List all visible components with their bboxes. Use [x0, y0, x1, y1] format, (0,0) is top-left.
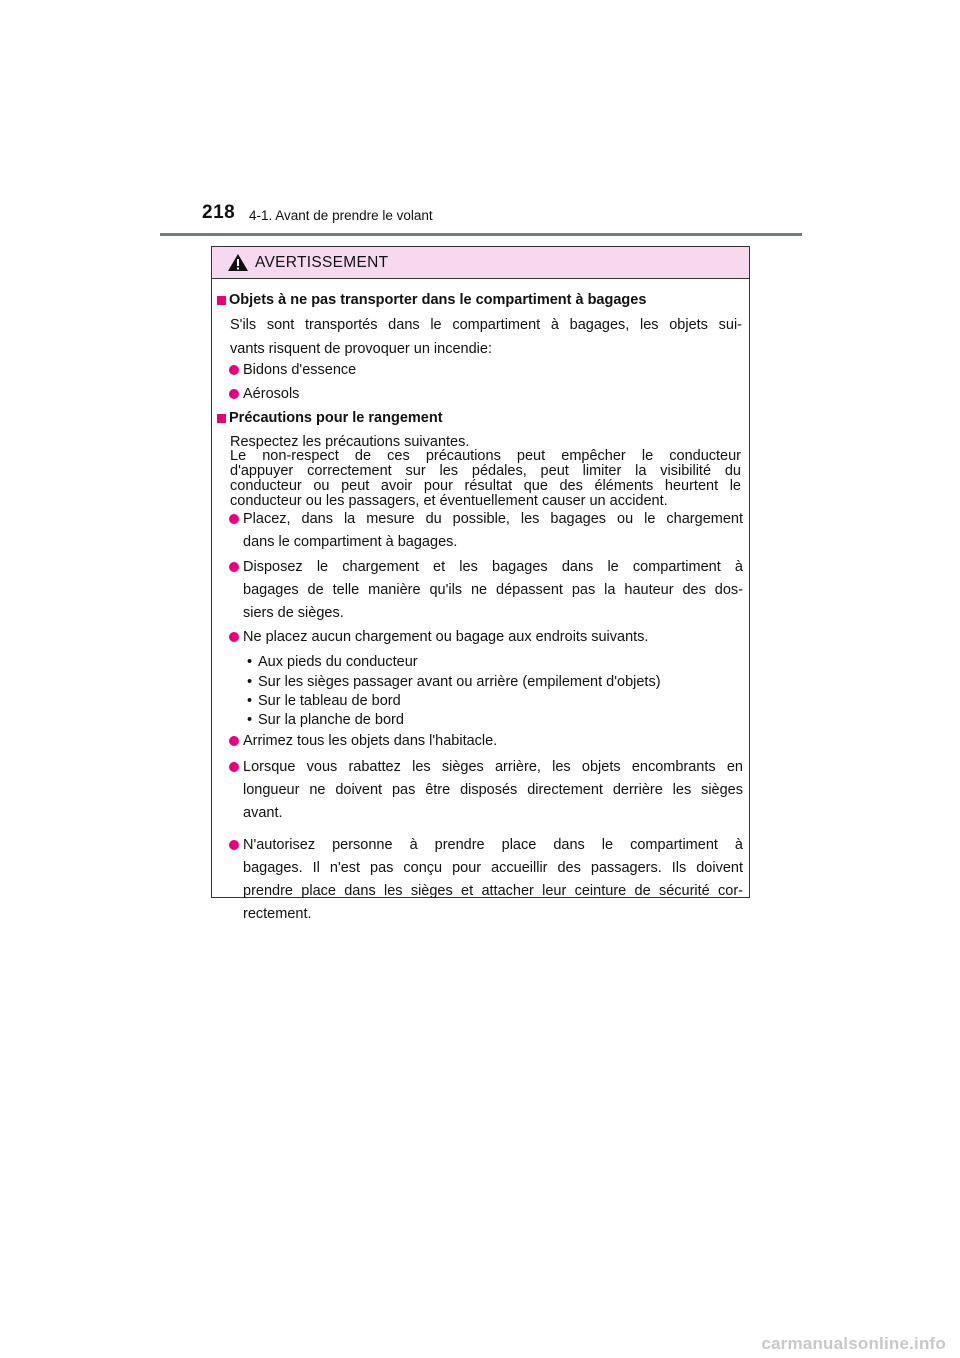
- bullet-dot: [229, 562, 239, 572]
- warning-header: [212, 247, 749, 279]
- body-text: d'appuyer correctement sur les pédales, peut limiter la visibilité du: [230, 463, 741, 479]
- sub-item: Sur la planche de bord: [258, 712, 404, 728]
- body-text: conducteur ou les passagers, et éventuellement causer un accident.: [230, 493, 668, 509]
- warning-triangle-icon: [227, 253, 249, 272]
- section-heading: Précautions pour le rangement: [229, 410, 443, 426]
- section-title: 4-1. Avant de prendre le volant: [249, 208, 433, 223]
- body-text: Respectez les précautions suivantes.: [230, 434, 470, 450]
- sub-item: Sur les sièges passager avant ou arrière (empilement d'objets): [258, 674, 661, 690]
- list-item: Placez, dans la mesure du possible, les bagages ou le chargement: [243, 511, 743, 527]
- section-marker: [217, 296, 226, 305]
- list-item: Disposez le chargement et les bagages dans le compartiment à: [243, 559, 743, 575]
- sub-bullet: •: [247, 693, 253, 709]
- list-item: Lorsque vous rabattez les sièges arrière, les objets encombrants en: [243, 759, 743, 775]
- section-marker: [217, 414, 226, 423]
- sub-item: Aux pieds du conducteur: [258, 654, 418, 670]
- list-item: siers de sièges.: [243, 605, 344, 621]
- warning-box: [211, 246, 750, 922]
- sub-bullet: •: [247, 654, 253, 670]
- body-text: vants risquent de provoquer un incendie:: [230, 341, 492, 357]
- list-item: bagages de telle manière qu'ils ne dépassent pas la hauteur des dos-: [243, 582, 743, 598]
- sub-bullet: •: [247, 712, 253, 728]
- bullet-dot: [229, 762, 239, 772]
- sub-item: Sur le tableau de bord: [258, 693, 401, 709]
- body-text: S'ils sont transportés dans le compartiment à bagages, les objets sui-: [230, 317, 742, 333]
- sub-bullet: •: [247, 674, 253, 690]
- bullet-dot: [229, 736, 239, 746]
- list-item: Arrimez tous les objets dans l'habitacle.: [243, 733, 498, 749]
- bullet-dot: [229, 514, 239, 524]
- list-item: N'autorisez personne à prendre place dans le compartiment à: [243, 837, 743, 853]
- list-item: Aérosols: [243, 386, 300, 402]
- body-text: Le non-respect de ces précautions peut empêcher le conducteur: [230, 448, 741, 464]
- list-item: dans le compartiment à bagages.: [243, 534, 458, 550]
- list-item: longueur ne doivent pas être disposés directement derrière les sièges: [243, 782, 743, 798]
- list-item: Ne placez aucun chargement ou bagage aux endroits suivants.: [243, 629, 649, 645]
- section-heading: Objets à ne pas transporter dans le compartiment à bagages: [229, 292, 647, 308]
- watermark[interactable]: carmanualsonline.info: [761, 1334, 946, 1353]
- page-number: 218: [202, 202, 236, 223]
- bullet-dot: [229, 632, 239, 642]
- header-rule: [160, 233, 802, 236]
- list-item: rectement.: [243, 906, 312, 922]
- bullet-dot: [229, 840, 239, 850]
- list-item: prendre place dans les sièges et attacher leur ceinture de sécurité cor-: [243, 883, 743, 899]
- list-item: avant.: [243, 805, 283, 821]
- list-item: bagages. Il n'est pas conçu pour accueillir des passagers. Ils doivent: [243, 860, 743, 876]
- warning-title: AVERTISSEMENT: [255, 253, 389, 271]
- list-item: Bidons d'essence: [243, 362, 357, 378]
- body-text: conducteur ou peut avoir pour résultat que des éléments heurtent le: [230, 478, 741, 494]
- bullet-dot: [229, 389, 239, 399]
- bullet-dot: [229, 365, 239, 375]
